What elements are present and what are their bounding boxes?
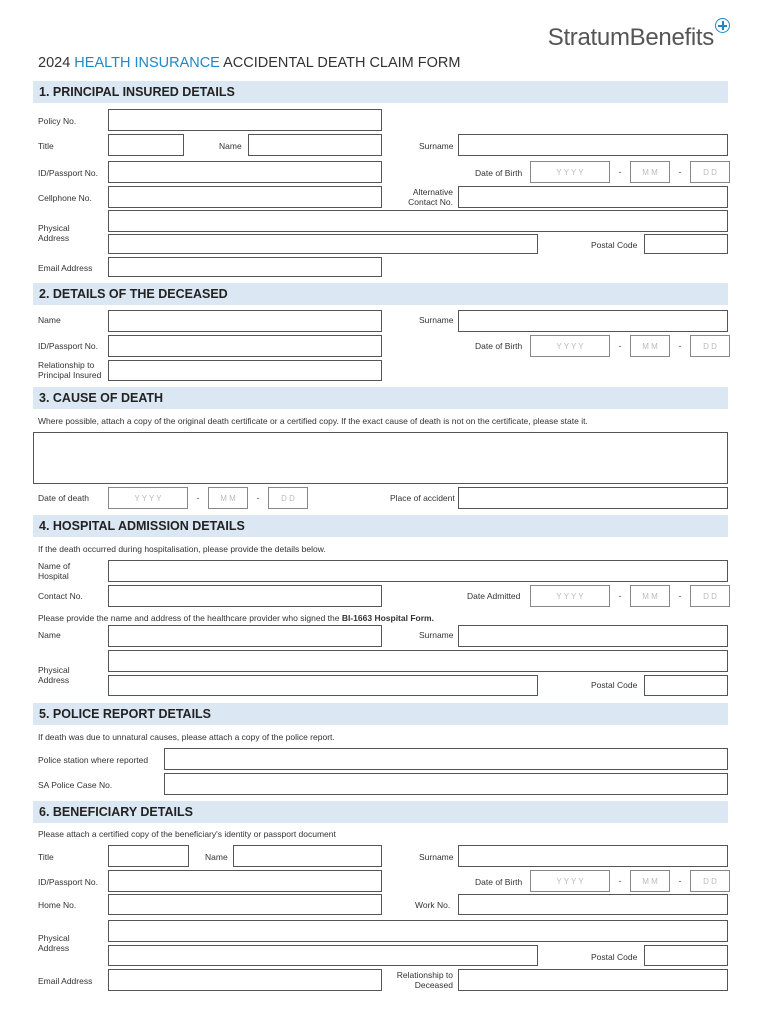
address-line1-input[interactable] bbox=[108, 210, 728, 232]
year-input[interactable]: Y Y Y Y bbox=[530, 161, 610, 183]
date-separator: - bbox=[618, 876, 622, 886]
police-note: If death was due to unnatural causes, please attach a copy of the police report. bbox=[38, 732, 335, 742]
relationship-line2: Principal Insured bbox=[38, 370, 102, 380]
alt-contact-line2: Contact No. bbox=[408, 197, 453, 207]
relationship-input[interactable] bbox=[108, 360, 382, 381]
id-passport-input[interactable] bbox=[108, 161, 382, 183]
deceased-name-label: Name bbox=[38, 315, 61, 325]
day-input[interactable]: D D bbox=[690, 870, 730, 892]
surname-input[interactable] bbox=[458, 134, 728, 156]
section-5-heading: 5. POLICE REPORT DETAILS bbox=[39, 707, 212, 721]
year-input[interactable]: Y Y Y Y bbox=[530, 335, 610, 357]
beneficiary-address-line2-input[interactable] bbox=[108, 945, 538, 966]
hospital-name-input[interactable] bbox=[108, 560, 728, 582]
beneficiary-relationship-line1: Relationship to bbox=[396, 970, 453, 980]
date-separator: - bbox=[678, 341, 682, 351]
address-line1-label: Physical bbox=[38, 223, 70, 233]
hospital-name-label bbox=[38, 561, 70, 581]
year-input[interactable]: Y Y Y Y bbox=[108, 487, 188, 509]
beneficiary-dob-label: Date of Birth bbox=[475, 877, 523, 887]
date-admitted-field[interactable] bbox=[530, 585, 730, 607]
brand-name-part2: Benefits bbox=[629, 24, 714, 51]
policy-no-label: Policy No. bbox=[38, 116, 77, 126]
provider-address-line2-input[interactable] bbox=[108, 675, 538, 696]
section-6-header bbox=[33, 801, 728, 823]
beneficiary-address-label bbox=[38, 933, 70, 953]
date-separator: - bbox=[196, 493, 200, 503]
relationship-label bbox=[38, 360, 101, 380]
surname-label: Surname bbox=[419, 141, 454, 151]
deceased-id-input[interactable] bbox=[108, 335, 382, 357]
section-6-heading: 6. BENEFICIARY DETAILS bbox=[39, 805, 193, 819]
hospital-note: If the death occurred during hospitalisation, please provide the details below. bbox=[38, 544, 326, 554]
deceased-surname-label: Surname bbox=[419, 315, 454, 325]
date-separator: - bbox=[618, 167, 622, 177]
provider-note-text: Please provide the name and address of the healthcare provider who signed the bbox=[38, 613, 342, 623]
place-of-accident-input[interactable] bbox=[458, 487, 728, 509]
date-separator: - bbox=[256, 493, 260, 503]
month-input[interactable]: M M bbox=[630, 585, 670, 607]
police-station-label: Police station where reported bbox=[38, 755, 149, 765]
beneficiary-surname-input[interactable] bbox=[458, 845, 728, 867]
brand-logo bbox=[548, 24, 730, 52]
date-of-death-field[interactable] bbox=[108, 487, 308, 509]
dob-label: Date of Birth bbox=[475, 168, 523, 178]
beneficiary-surname-label: Surname bbox=[419, 852, 454, 862]
month-input[interactable]: M M bbox=[208, 487, 248, 509]
beneficiary-address-line1-input[interactable] bbox=[108, 920, 728, 942]
email-input[interactable] bbox=[108, 257, 382, 277]
dob-date-field[interactable] bbox=[530, 161, 730, 183]
date-separator: - bbox=[678, 591, 682, 601]
provider-name-input[interactable] bbox=[108, 625, 382, 647]
provider-address-line2-label: Address bbox=[38, 675, 70, 685]
day-input[interactable]: D D bbox=[268, 487, 308, 509]
title-label: Title bbox=[38, 141, 54, 151]
cellphone-input[interactable] bbox=[108, 186, 382, 208]
beneficiary-relationship-input[interactable] bbox=[458, 969, 728, 991]
month-input[interactable]: M M bbox=[630, 161, 670, 183]
day-input[interactable]: D D bbox=[690, 335, 730, 357]
home-no-label: Home No. bbox=[38, 900, 77, 910]
hospital-contact-label: Contact No. bbox=[38, 591, 83, 601]
section-5-header bbox=[33, 703, 728, 725]
police-station-input[interactable] bbox=[164, 748, 728, 770]
year-input[interactable]: Y Y Y Y bbox=[530, 870, 610, 892]
brand-name-part1: Stratum bbox=[547, 24, 630, 51]
section-4-heading: 4. HOSPITAL ADMISSION DETAILS bbox=[39, 519, 245, 533]
alt-contact-label bbox=[380, 187, 453, 207]
provider-name-label: Name bbox=[38, 630, 61, 640]
provider-address-line1-input[interactable] bbox=[108, 650, 728, 672]
date-of-death-label: Date of death bbox=[38, 493, 90, 503]
provider-address-line1-label: Physical bbox=[38, 665, 70, 675]
deceased-id-label: ID/Passport No. bbox=[38, 341, 98, 351]
postal-code-label: Postal Code bbox=[591, 240, 638, 250]
title-prefix: 2024 bbox=[38, 55, 75, 71]
beneficiary-postal-label: Postal Code bbox=[591, 952, 638, 962]
provider-postal-input[interactable] bbox=[644, 675, 728, 696]
deceased-dob-label: Date of Birth bbox=[475, 341, 523, 351]
beneficiary-name-input[interactable] bbox=[233, 845, 382, 867]
beneficiary-postal-input[interactable] bbox=[644, 945, 728, 966]
title-suffix: ACCIDENTAL DEATH CLAIM FORM bbox=[219, 55, 461, 71]
provider-surname-label: Surname bbox=[419, 630, 454, 640]
work-no-input[interactable] bbox=[458, 894, 728, 915]
deceased-dob-date-field[interactable] bbox=[530, 335, 730, 357]
name-input[interactable] bbox=[248, 134, 382, 156]
beneficiary-id-label: ID/Passport No. bbox=[38, 877, 98, 887]
relationship-line1: Relationship to bbox=[38, 360, 95, 370]
cellphone-label: Cellphone No. bbox=[38, 193, 92, 203]
alt-contact-line1: Alternative bbox=[412, 187, 453, 197]
beneficiary-title-label: Title bbox=[38, 852, 54, 862]
date-separator: - bbox=[618, 341, 622, 351]
beneficiary-dob-date-field[interactable] bbox=[530, 870, 730, 892]
day-input[interactable]: D D bbox=[690, 161, 730, 183]
id-passport-label: ID/Passport No. bbox=[38, 168, 98, 178]
beneficiary-note: Please attach a certified copy of the beneficiary's identity or passport document bbox=[38, 829, 336, 839]
section-3-header bbox=[33, 387, 728, 409]
policy-no-input[interactable] bbox=[108, 109, 382, 131]
section-3-heading: 3. CAUSE OF DEATH bbox=[39, 391, 164, 405]
deceased-surname-input[interactable] bbox=[458, 310, 728, 332]
case-no-input[interactable] bbox=[164, 773, 728, 795]
deceased-name-input[interactable] bbox=[108, 310, 382, 332]
month-input[interactable]: M M bbox=[630, 335, 670, 357]
address-line2-label: Address bbox=[38, 233, 70, 243]
section-4-header bbox=[33, 515, 728, 537]
date-admitted-label: Date Admitted bbox=[467, 591, 521, 601]
beneficiary-email-input[interactable] bbox=[108, 969, 382, 991]
place-of-accident-label: Place of accident bbox=[390, 493, 455, 503]
year-input[interactable]: Y Y Y Y bbox=[530, 585, 610, 607]
home-no-input[interactable] bbox=[108, 894, 382, 915]
section-2-heading: 2. DETAILS OF THE DECEASED bbox=[39, 287, 228, 301]
section-1-heading: 1. PRINCIPAL INSURED DETAILS bbox=[39, 85, 235, 99]
title-highlight: HEALTH INSURANCE bbox=[74, 55, 220, 71]
beneficiary-address-line2-label: Address bbox=[38, 943, 70, 953]
case-no-label: SA Police Case No. bbox=[38, 780, 113, 790]
beneficiary-email-label: Email Address bbox=[38, 976, 93, 986]
provider-note bbox=[38, 613, 434, 623]
hospital-line1: Name of bbox=[38, 561, 71, 571]
provider-postal-label: Postal Code bbox=[591, 680, 638, 690]
form-title bbox=[38, 55, 460, 71]
hospital-contact-input[interactable] bbox=[108, 585, 382, 607]
day-input[interactable]: D D bbox=[690, 585, 730, 607]
date-separator: - bbox=[618, 591, 622, 601]
postal-code-input[interactable] bbox=[644, 234, 728, 254]
provider-surname-input[interactable] bbox=[458, 625, 728, 647]
section-1-header bbox=[33, 81, 728, 103]
provider-note-bold: BI-1663 Hospital Form. bbox=[341, 613, 434, 623]
plus-circle-icon bbox=[715, 18, 730, 33]
cause-of-death-textarea[interactable] bbox=[33, 432, 728, 484]
physical-address-label bbox=[38, 223, 70, 243]
date-separator: - bbox=[678, 876, 682, 886]
alt-contact-input[interactable] bbox=[458, 186, 728, 208]
name-label: Name bbox=[219, 141, 242, 151]
section-2-header bbox=[33, 283, 728, 305]
title-input[interactable] bbox=[108, 134, 184, 156]
date-separator: - bbox=[678, 167, 682, 177]
beneficiary-relationship-line2: Deceased bbox=[414, 980, 453, 990]
hospital-line2: Hospital bbox=[38, 571, 69, 581]
beneficiary-title-input[interactable] bbox=[108, 845, 189, 867]
email-label: Email Address bbox=[38, 263, 93, 273]
address-line2-input[interactable] bbox=[108, 234, 538, 254]
beneficiary-name-label: Name bbox=[205, 852, 228, 862]
work-no-label: Work No. bbox=[415, 900, 451, 910]
month-input[interactable]: M M bbox=[630, 870, 670, 892]
beneficiary-id-input[interactable] bbox=[108, 870, 382, 892]
beneficiary-address-line1-label: Physical bbox=[38, 933, 70, 943]
cause-note: Where possible, attach a copy of the original death certificate or a certified copy. If the exact cause of death is not on the certificate, please state it. bbox=[38, 416, 588, 426]
beneficiary-relationship-label bbox=[380, 970, 453, 990]
provider-address-label bbox=[38, 665, 70, 685]
